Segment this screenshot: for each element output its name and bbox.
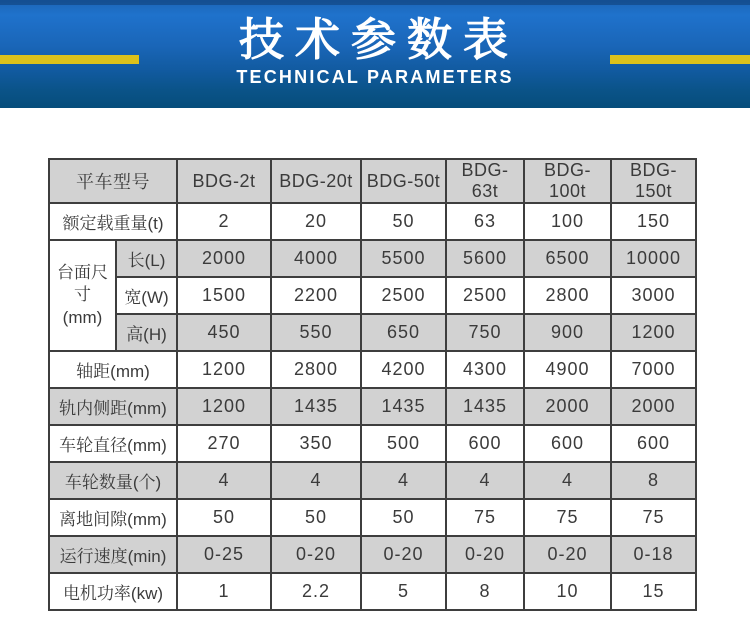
cell-value: 8 [446,573,524,610]
cell-value: 1435 [271,388,361,425]
table-row [49,277,696,314]
cell-value: 4 [361,462,446,499]
row-label: 车轮数量(个) [49,462,177,499]
cell-value: 8 [611,462,696,499]
cell-value: 2800 [524,277,611,314]
cell-value: 3000 [611,277,696,314]
cell-value: 500 [361,425,446,462]
cell-value: 450 [177,314,271,351]
cell-value: 600 [524,425,611,462]
cell-value: 75 [611,499,696,536]
column-header-model: 平车型号 [49,159,177,203]
accent-bar-right [610,55,750,64]
parameters-table [48,158,697,611]
page-subtitle: TECHNICAL PARAMETERS [236,67,514,88]
table-row [49,499,696,536]
table-row [49,425,696,462]
cell-value: 4000 [271,240,361,277]
row-label: 电机功率(kw) [49,573,177,610]
row-label: 车轮直径(mm) [49,425,177,462]
cell-value: 0-20 [361,536,446,573]
column-header: BDG-20t [271,159,361,203]
cell-value: 600 [446,425,524,462]
cell-value: 2200 [271,277,361,314]
row-label: 轨内侧距(mm) [49,388,177,425]
cell-value: 0-20 [271,536,361,573]
cell-value: 10 [524,573,611,610]
cell-value: 20 [271,203,361,240]
table-row [49,351,696,388]
cell-value: 7000 [611,351,696,388]
cell-value: 5500 [361,240,446,277]
cell-value: 1435 [446,388,524,425]
cell-value: 4200 [361,351,446,388]
column-header: BDG-150t [611,159,696,203]
cell-value: 1200 [177,388,271,425]
cell-value: 4 [177,462,271,499]
cell-value: 750 [446,314,524,351]
cell-value: 2000 [524,388,611,425]
row-label: 轴距(mm) [49,351,177,388]
cell-value: 1200 [611,314,696,351]
row-sublabel: 宽(W) [116,277,177,314]
row-label: 离地间隙(mm) [49,499,177,536]
cell-value: 100 [524,203,611,240]
cell-value: 600 [611,425,696,462]
column-header: BDG-63t [446,159,524,203]
cell-value: 2800 [271,351,361,388]
cell-value: 150 [611,203,696,240]
cell-value: 63 [446,203,524,240]
cell-value: 4 [271,462,361,499]
column-header: BDG-50t [361,159,446,203]
table-row [49,462,696,499]
row-label: 运行速度(min) [49,536,177,573]
cell-value: 0-20 [524,536,611,573]
cell-value: 2.2 [271,573,361,610]
cell-value: 550 [271,314,361,351]
cell-value: 2000 [611,388,696,425]
cell-value: 350 [271,425,361,462]
cell-value: 15 [611,573,696,610]
cell-value: 50 [361,203,446,240]
table-row [49,536,696,573]
row-sublabel: 高(H) [116,314,177,351]
table-row [49,573,696,610]
cell-value: 2500 [446,277,524,314]
cell-value: 5600 [446,240,524,277]
cell-value: 900 [524,314,611,351]
row-group-label [49,240,116,351]
cell-value: 0-20 [446,536,524,573]
cell-value: 75 [446,499,524,536]
cell-value: 270 [177,425,271,462]
column-header: BDG-100t [524,159,611,203]
cell-value: 2500 [361,277,446,314]
cell-value: 6500 [524,240,611,277]
cell-value: 1435 [361,388,446,425]
row-sublabel: 长(L) [116,240,177,277]
row-label: 额定载重量(t) [49,203,177,240]
cell-value: 50 [361,499,446,536]
cell-value: 2 [177,203,271,240]
cell-value: 4300 [446,351,524,388]
cell-value: 0-25 [177,536,271,573]
cell-value: 75 [524,499,611,536]
cell-value: 1 [177,573,271,610]
banner [0,0,750,108]
cell-value: 50 [271,499,361,536]
cell-value: 1200 [177,351,271,388]
cell-value: 0-18 [611,536,696,573]
row-group-label-text: 台面尺寸 [57,263,108,305]
accent-bar-left [0,55,139,64]
cell-value: 5 [361,573,446,610]
cell-value: 4 [524,462,611,499]
cell-value: 2000 [177,240,271,277]
cell-value: 1500 [177,277,271,314]
table-row [49,314,696,351]
column-header: BDG-2t [177,159,271,203]
cell-value: 50 [177,499,271,536]
parameters-table-body [49,159,696,610]
row-group-label-unit: (mm) [62,307,103,327]
cell-value: 10000 [611,240,696,277]
table-header-row [49,159,696,203]
table-row [49,240,696,277]
cell-value: 4900 [524,351,611,388]
table-row [49,388,696,425]
table-row [49,203,696,240]
cell-value: 650 [361,314,446,351]
cell-value: 4 [446,462,524,499]
page-title: 技术参数表 [238,14,519,65]
